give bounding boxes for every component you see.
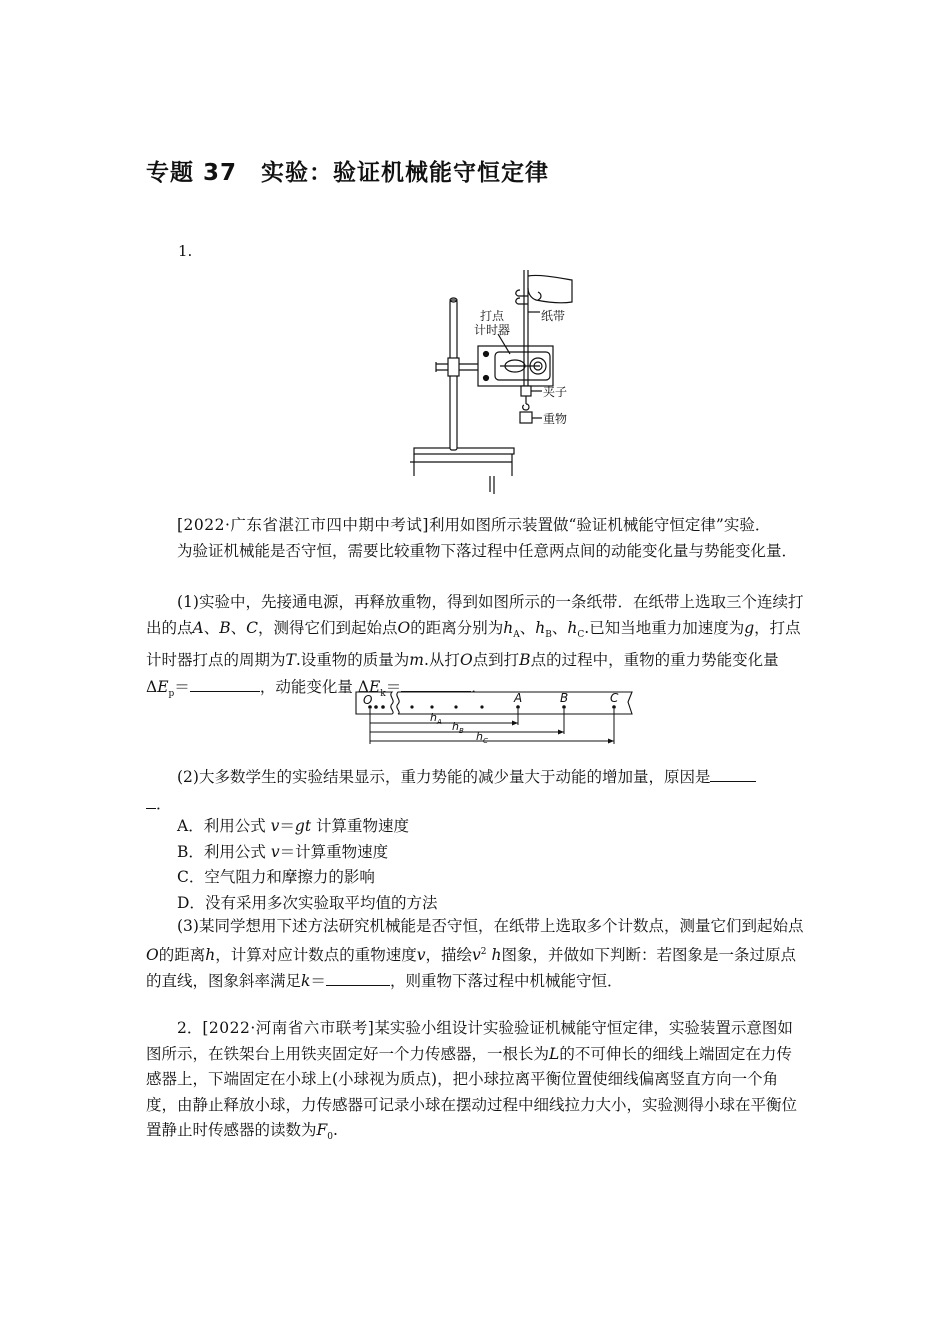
part1-text-a: 实验中，先接通电源，再释放重物，得到如图所示的一条纸带．在纸带上选取三个连续打出的点 xyxy=(146,593,804,637)
sub-c: C xyxy=(577,629,585,640)
eq-1: ＝ xyxy=(174,677,190,696)
answer-blank-part2-cont[interactable] xyxy=(146,791,156,809)
point-c: C xyxy=(246,618,259,637)
q2-f-sub: 0 xyxy=(327,1132,334,1143)
q2-f: F xyxy=(316,1121,328,1139)
option-b[interactable]: B．利用公式 v＝计算重物速度 xyxy=(177,842,389,861)
part2-text: (2)大多数学生的实验结果显示，重力势能的减少量大于动能的增加量，原因是 xyxy=(177,768,711,786)
point-o-2: O xyxy=(459,651,473,670)
part3-text-c: ，计算对应计数点的重物速度 xyxy=(215,945,417,964)
tape-point-a: A xyxy=(514,691,523,705)
var-ha: h xyxy=(503,618,514,637)
part1-text-h: 点到打 xyxy=(472,651,520,670)
part3-h2: h xyxy=(491,945,502,964)
sub-b: B xyxy=(545,629,552,640)
q1-part1: (1)实验中，先接通电源，再释放重物，得到如图所示的一条纸带．在纸带上选取三个连续打出的点A、B、C，测得它们到起始点O的距离分别为$h_A$、$h_B$、$h_C$.已知当地重力加速度为g，打点计时器打点的周期为T.设重物的质量为m.从打O点到打B点的过程中，重物的重力势能变化量 $\Delta E_p=$ ，动能变化量 $\Delta E_k=$ ． xyxy=(146,593,804,699)
question-1-number: 1. xyxy=(178,242,193,260)
clip-label: 夹子 xyxy=(543,385,568,399)
part3-h: h xyxy=(205,945,216,964)
q1-part3 xyxy=(146,914,806,995)
part3-sup: 2 xyxy=(480,946,487,957)
tape-point-b: B xyxy=(560,691,569,705)
q2-l: L xyxy=(549,1044,560,1063)
var-g: g xyxy=(744,618,755,637)
tape-point-c: C xyxy=(610,691,619,705)
part3-v: v xyxy=(416,945,426,964)
part1-text-b: ，测得它们到起始点 xyxy=(258,618,398,637)
q1-part2-options xyxy=(146,814,806,916)
part3-text-d: ，描绘 xyxy=(425,945,473,964)
option-d[interactable]: D．没有采用多次实验取平均值的方法 xyxy=(177,893,438,912)
part3-o: O xyxy=(146,945,159,964)
part1-text-f: .设重物的质量为 xyxy=(295,651,410,670)
part3-text-f: ，则重物下落过程中机械能守恒． xyxy=(389,972,623,991)
point-b: B xyxy=(219,618,231,637)
q1-intro-text: 利用如图所示装置做“验证机械能守恒定律”实验． xyxy=(428,516,771,534)
part3-k: k xyxy=(301,972,311,991)
tape-hc-label: $h_C$ xyxy=(476,730,488,745)
part1-text-i: 点的过程中，重物的重力势能变化量 Δ xyxy=(146,651,784,696)
eq-2: ＝ xyxy=(385,677,402,696)
part1-text-j: ，动能变化量 Δ xyxy=(259,677,369,696)
part3-text-e: 图象，并做如下判断：若图象是一条过原点的直线，图象斜率满足 xyxy=(146,945,796,991)
weight-label: 重物 xyxy=(543,412,568,426)
q2-end: . xyxy=(333,1121,338,1139)
part1-text-g: .从打 xyxy=(424,651,460,670)
question-2-number: 2． xyxy=(177,1019,203,1037)
tape-label: 纸带 xyxy=(541,309,566,323)
var-hc: h xyxy=(567,618,578,637)
paper-tape-figure xyxy=(352,688,638,750)
var-m: m xyxy=(409,651,424,670)
answer-blank-k[interactable] xyxy=(326,968,390,986)
q2-text-b: 的不可伸长的细线上端固定在力传感器上，下端固定在小球上(小球视为质点)，把小球拉离平衡位置使细线偏离竖直方向一个角度，由静止释放小球，力传感器可记录小球在摆动过程中细线拉力大小，实验测得小球在平衡位置静止时传感器的读数为 xyxy=(146,1044,798,1139)
tape-hb-label: $h_B$ xyxy=(452,720,464,735)
var-t: T xyxy=(285,651,296,670)
option-a[interactable]: A．利用公式 v＝gt 计算重物速度 xyxy=(177,817,410,835)
q2-source: [2022·河南省六市联考] xyxy=(202,1019,375,1037)
q1-intro xyxy=(146,513,806,564)
q1-lead: 为验证机械能是否守恒，需要比较重物下落过程中任意两点间的动能变化量与势能变化量． xyxy=(177,541,798,560)
point-b-2: B xyxy=(519,651,531,670)
part1-end: ． xyxy=(471,677,487,696)
q2-body xyxy=(146,1016,806,1151)
part1-text-e: ，打点计时器打点的周期为 xyxy=(146,618,801,670)
answer-blank-ep[interactable] xyxy=(190,674,260,692)
answer-blank-part2[interactable] xyxy=(710,764,756,782)
part2-end: ． xyxy=(156,794,172,813)
page-title: 专题 37 实验：验证机械能守恒定律 xyxy=(146,160,550,186)
point-a: A xyxy=(192,618,204,637)
part3-text-a: (3)某同学想用下述方法研究机械能是否守恒，在纸带上选取多个计数点，测量它们到起始点 xyxy=(177,917,804,935)
part3-eq: ＝ xyxy=(310,972,326,991)
sub-k: k xyxy=(380,688,386,699)
timer-label-line1: 打点 xyxy=(480,309,505,323)
timer-label-line2: 计时器 xyxy=(474,323,511,337)
var-ek: E xyxy=(368,677,381,696)
part1-label: (1) xyxy=(177,593,199,611)
sub-p: p xyxy=(168,688,175,699)
sub-a: A xyxy=(513,629,520,640)
q2-text-a: 某实验小组设计实验验证机械能守恒定律，实验装置示意图如图所示，在铁架台上用铁夹固定好一个力传感器，一根长为 xyxy=(146,1019,793,1063)
part1-text-c: 的距离分别为 xyxy=(410,618,504,637)
var-hb: h xyxy=(535,618,546,637)
tape-ha-label: $h_A$ xyxy=(430,711,442,726)
option-c[interactable]: C．空气阻力和摩擦力的影响 xyxy=(177,868,375,886)
q1-part2 xyxy=(146,764,806,817)
point-o: O xyxy=(397,618,411,637)
q1-source: [2022·广东省湛江市四中期中考试] xyxy=(177,516,429,534)
part3-v2: v xyxy=(472,945,481,964)
part1-text-d: .已知当地重力加速度为 xyxy=(584,618,745,637)
tape-point-o: O xyxy=(363,693,373,707)
var-ep: E xyxy=(157,677,169,696)
apparatus-figure xyxy=(400,262,590,498)
part3-text-b: 的距离 xyxy=(158,945,206,964)
